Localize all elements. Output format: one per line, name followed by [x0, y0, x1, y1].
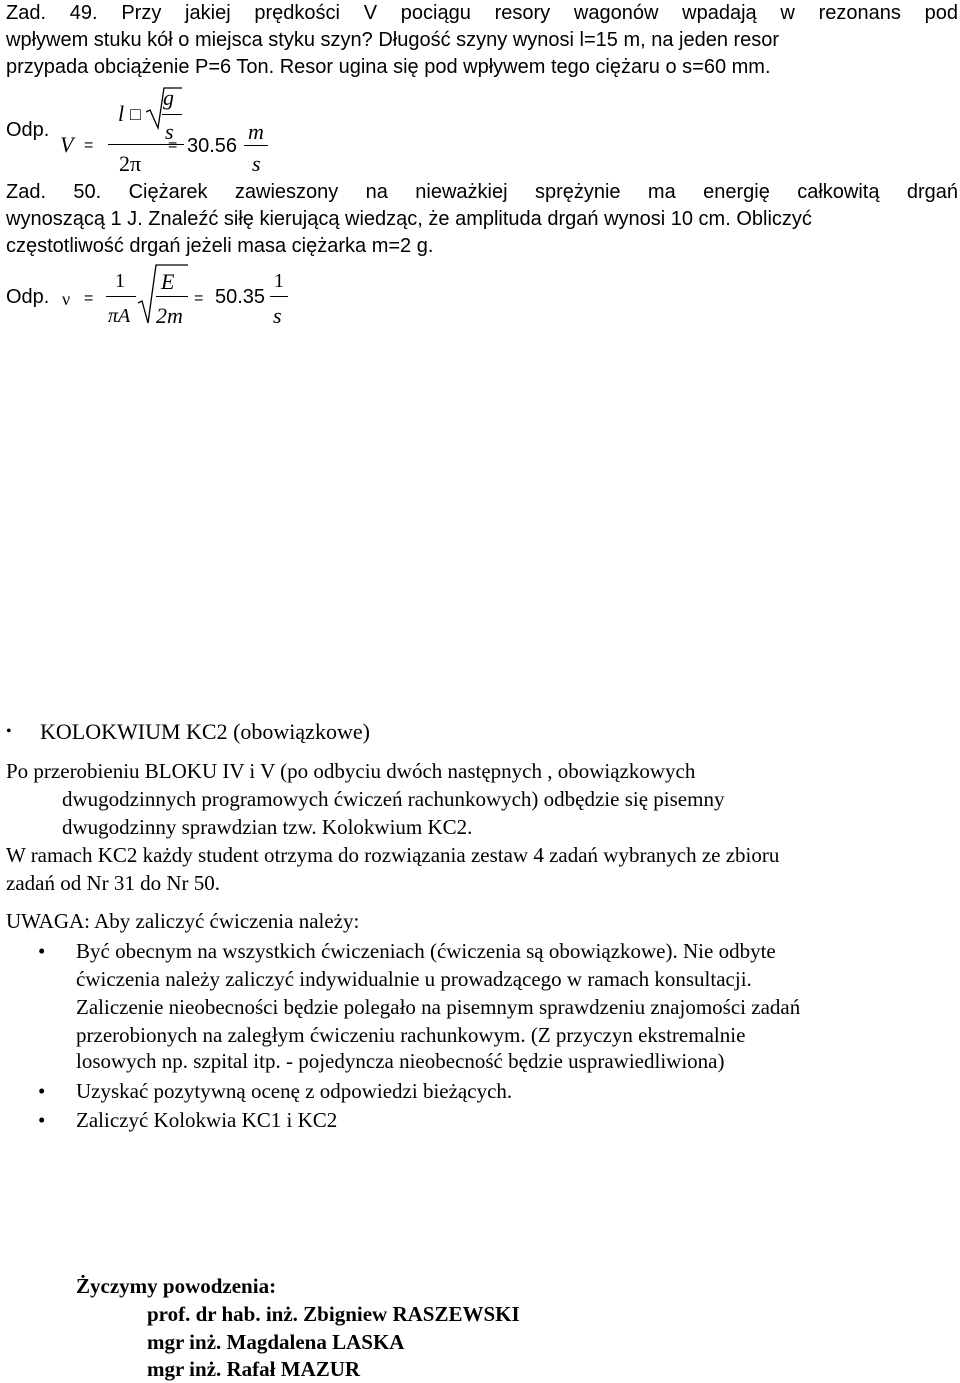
requirement-bullet: •	[38, 939, 46, 963]
zad50-formula-unit-den: s	[273, 303, 282, 328]
kolokwium-p2-line2: zadań od Nr 31 do Nr 50.	[6, 871, 221, 895]
kolokwium-p2-line1: W ramach KC2 każdy student otrzyma do rozwiązania zestaw 4 zadań wybranych ze zbioru	[6, 843, 780, 867]
zad49-text-line2: wpływem stuku kół o miejsca styku szyn? Długość szyny wynosi l=15 m, na jeden resor	[6, 29, 780, 51]
requirement-3-line1: Zaliczyć Kolokwia KC1 i KC2	[76, 1108, 338, 1132]
zad49-text-line1: Zad. 49. Przy jakiej prędkości V pociągu resory wagonów wpadają w rezonans pod	[6, 2, 958, 24]
requirement-1-line3: Zaliczenie nieobecności będzie polegało na pisemnym sprawdzeniu znajomości zadań	[76, 995, 801, 1019]
zad49-formula-unit-den: s	[252, 151, 261, 176]
requirement-bullet: •	[38, 1079, 46, 1103]
zad50-formula-frac-den: πA	[108, 305, 131, 327]
kolokwium-p1-line3: dwugodzinny sprawdzian tzw. Kolokwium KC2.	[62, 815, 473, 839]
zad49-formula-eq1: =	[84, 137, 94, 154]
zad50-text-line2: wynoszącą 1 J. Znaleźć siłę kierującą wiedząc, że amplituda drgań wynosi 10 cm. Obliczyć	[6, 208, 812, 230]
kolokwium-p1-line2: dwugodzinnych programowych ćwiczeń rachunkowych) odbędzie się pisemny	[62, 787, 725, 811]
zad50-unit-fraction-line	[270, 296, 288, 297]
zad49-text-line3: przypada obciążenie P=6 Ton. Resor ugina się pod wpływem tego ciężaru o s=60 mm.	[6, 56, 771, 78]
zad50-formula-eq2: =	[194, 290, 204, 307]
zad50-odp-label: Odp.	[6, 286, 50, 308]
zad49-formula-sqrt-num: g	[163, 85, 174, 110]
requirement-1-line1: Być obecnym na wszystkich ćwiczeniach (ćwiczenia są obowiązkowe). Nie odbyte	[76, 939, 776, 963]
uwaga-heading: UWAGA: Aby zaliczyć ćwiczenia należy:	[6, 909, 360, 933]
zad50-formula-lhs: ν	[62, 289, 71, 309]
kolokwium-bullet: •	[6, 723, 12, 740]
zad49-formula-unit-num: m	[248, 119, 264, 144]
zad50-formula-frac-num: 1	[115, 270, 125, 292]
zad50-formula-value: 50.35	[215, 286, 266, 308]
closing-greeting: Życzymy powodzenia:	[76, 1274, 277, 1298]
zad49-formula-num-l: l	[118, 101, 125, 126]
zad50-formula-sqrt-num: E	[161, 269, 175, 294]
zad49-unit-fraction-line	[244, 145, 268, 146]
zad50-formula-sqrt-den: 2m	[156, 303, 183, 328]
requirement-1-line2: ćwiczenia należy zaliczyć indywidualnie u prowadzącego w ramach konsultacji.	[76, 967, 752, 991]
zad49-formula-den: 2π	[119, 151, 142, 176]
zad50-formula-unit-num: 1	[274, 270, 284, 292]
requirement-2-line1: Uzyskać pozytywną ocenę z odpowiedzi bieżących.	[76, 1079, 513, 1103]
zad49-formula-box: □	[130, 104, 141, 124]
signature-name-2: mgr inż. Magdalena LASKA	[147, 1330, 405, 1354]
requirement-1-line4: przerobionych na zaległym ćwiczeniu rachunkowym. (Z przyczyn ekstremalnie	[76, 1023, 746, 1047]
requirement-1-line5: losowych np. szpital itp. - pojedyncza nieobecność będzie usprawiedliwiona)	[76, 1049, 725, 1073]
zad50-sqrt-fraction-line	[156, 296, 188, 297]
zad50-text-line1: Zad. 50. Ciężarek zawieszony na nieważkiej sprężynie ma energię całkowitą drgań	[6, 181, 958, 203]
zad49-formula-eq2: =	[168, 137, 178, 154]
kolokwium-p1-line1: Po przerobieniu BLOKU IV i V (po odbyciu dwóch następnych , obowiązkowych	[6, 759, 696, 783]
zad49-odp-label: Odp.	[6, 119, 50, 141]
zad49-formula-value: 30.56	[187, 135, 238, 157]
signature-name-1: prof. dr hab. inż. Zbigniew RASZEWSKI	[147, 1302, 520, 1326]
zad50-formula-eq1: =	[84, 290, 94, 307]
zad49-formula-sqrt-den: s	[165, 119, 174, 144]
zad49-sqrt-fraction-line	[162, 114, 182, 115]
signature-name-3: mgr inż. Rafał MAZUR	[147, 1357, 361, 1381]
zad50-frac-line	[106, 296, 136, 297]
zad50-text-line3: częstotliwość drgań jeżeli masa ciężarka m=2 g.	[6, 235, 434, 257]
kolokwium-heading: KOLOKWIUM KC2 (obowiązkowe)	[40, 719, 370, 744]
zad49-formula-lhs: V	[60, 132, 74, 157]
requirement-bullet: •	[38, 1108, 46, 1132]
